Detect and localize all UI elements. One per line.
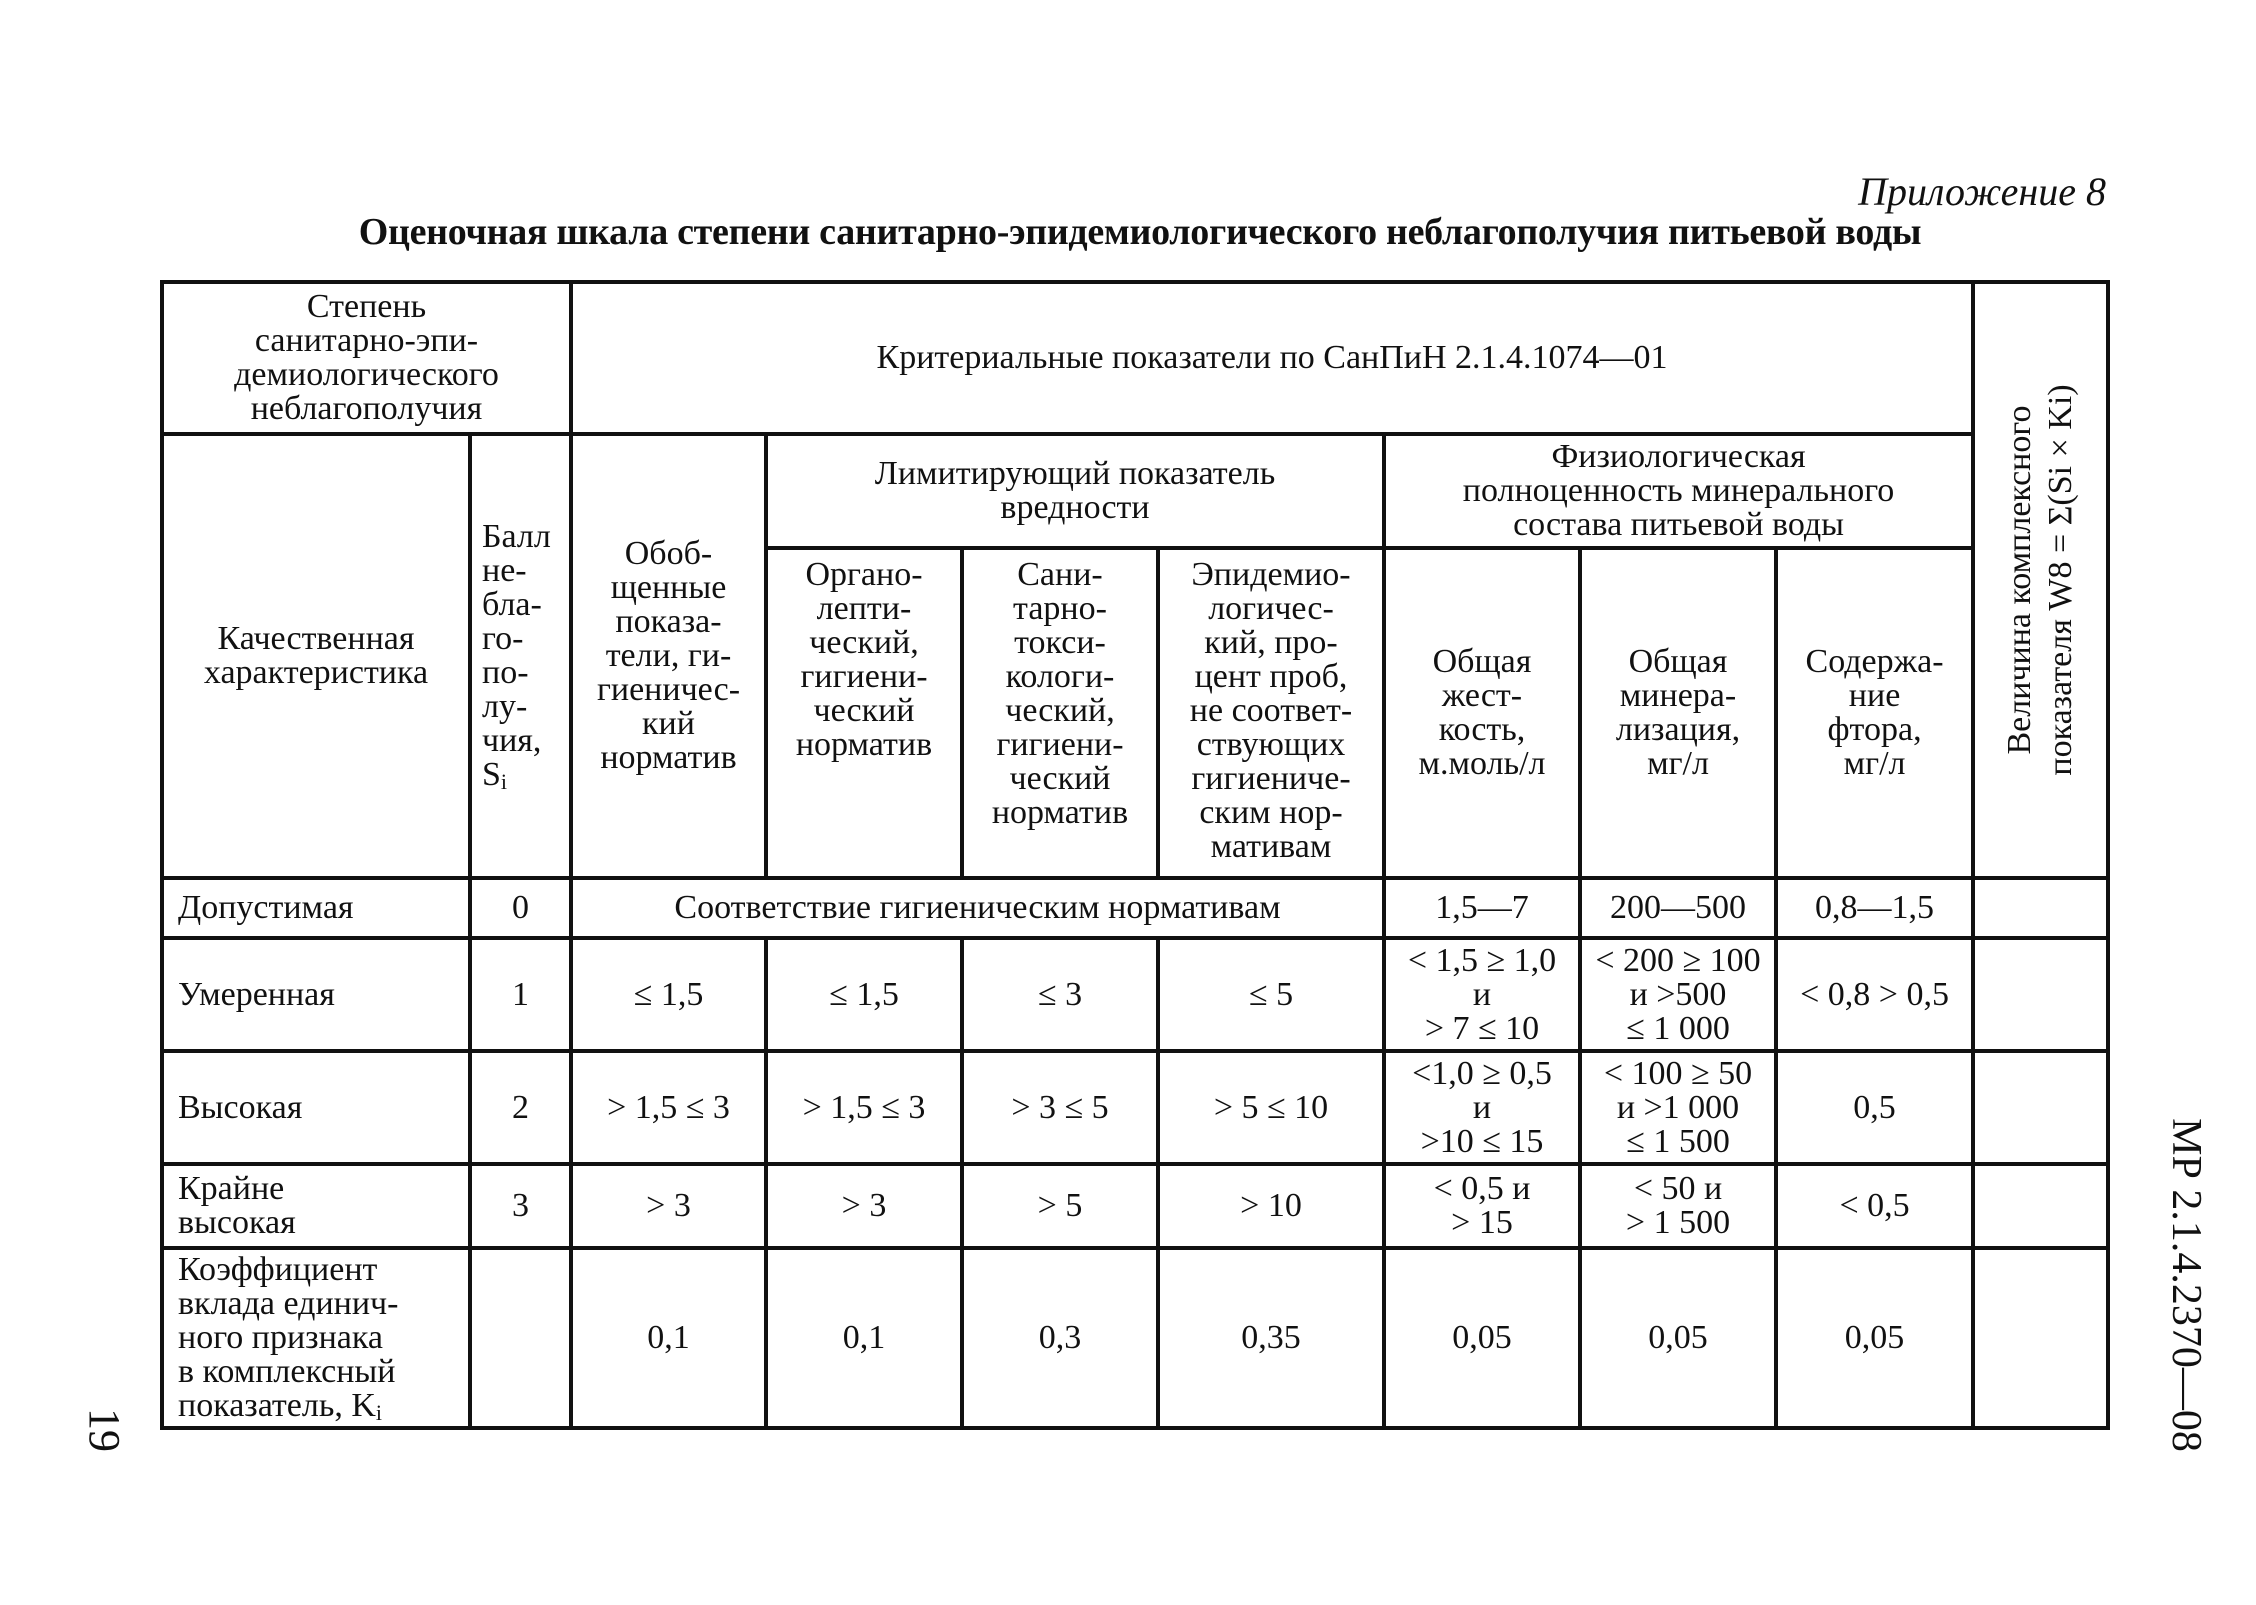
header-organoleptic: Органо- лепти- ческий, гигиени- ческий норматив [766, 548, 962, 878]
table-row [162, 1164, 2108, 1248]
row-quality: Допустимая [162, 878, 470, 938]
row-complex-empty [1973, 938, 2108, 1051]
row-generalized: > 3 [571, 1164, 766, 1248]
page-title: Оценочная шкала степени санитарно-эпидемиологического неблагополучия питьевой воды [358, 211, 1922, 253]
row-score: 1 [470, 938, 571, 1051]
row-fluorine: < 0,8 > 0,5 [1776, 938, 1973, 1051]
row-quality: Крайне высокая [162, 1164, 470, 1248]
row-toxicological: > 5 [962, 1164, 1158, 1248]
assessment-table [160, 280, 2110, 1430]
row-complex-empty [1973, 878, 2108, 938]
row-complex-empty [1973, 1051, 2108, 1164]
row-mineralization: < 100 ≥ 50 и >1 000 ≤ 1 500 [1580, 1051, 1776, 1164]
row-quality: Высокая [162, 1051, 470, 1164]
header-limiting: Лимитирующий показатель вредности [766, 434, 1384, 548]
row-organoleptic: 0,1 [766, 1248, 962, 1428]
row-complex-empty [1973, 1164, 2108, 1248]
row-epidemiological: > 10 [1158, 1164, 1384, 1248]
row-compliance: Соответствие гигиеническим нормативам [571, 878, 1384, 938]
row-generalized: ≤ 1,5 [571, 938, 766, 1051]
header-quality: Качественная характеристика [162, 434, 470, 878]
row-hardness: 1,5—7 [1384, 878, 1580, 938]
table-row [162, 938, 2108, 1051]
header-score: Балл не- бла- го- по- лу- чия, S [482, 517, 551, 793]
header-score-cell [470, 434, 571, 878]
row-mineralization: < 200 ≥ 100 и >500 ≤ 1 000 [1580, 938, 1776, 1051]
header-hardness: Общая жест- кость, м.моль/л [1384, 548, 1580, 878]
row-mineralization: < 50 и > 1 500 [1580, 1164, 1776, 1248]
header-mineralization: Общая минера- лизация, мг/л [1580, 548, 1776, 878]
row-epidemiological: 0,35 [1158, 1248, 1384, 1428]
header-toxicological: Сани- тарно- токси- кологи- ческий, гигиени- ческий норматив [962, 548, 1158, 878]
row-score: 3 [470, 1164, 571, 1248]
row-fluorine: 0,05 [1776, 1248, 1973, 1428]
page-number: 19 [80, 1408, 129, 1452]
row-coefficient-subscript: i [375, 1399, 383, 1425]
row-toxicological: 0,3 [962, 1248, 1158, 1428]
row-score-empty [470, 1248, 571, 1428]
header-generalized: Обоб- щенные показа- тели, ги- гиеничес- кий норматив [571, 434, 766, 878]
row-toxicological: > 3 ≤ 5 [962, 1051, 1158, 1164]
row-coefficient-label-cell [162, 1248, 470, 1428]
row-hardness: < 0,5 и > 15 [1384, 1164, 1580, 1248]
row-score: 2 [470, 1051, 571, 1164]
row-hardness: 0,05 [1384, 1248, 1580, 1428]
row-organoleptic: > 3 [766, 1164, 962, 1248]
row-fluorine: 0,5 [1776, 1051, 1973, 1164]
header-fluorine: Содержа- ние фтора, мг/л [1776, 548, 1973, 878]
header-degree: Степень санитарно-эпи- демиологического неблагополучия [162, 282, 571, 434]
row-hardness: < 1,5 ≥ 1,0 и > 7 ≤ 10 [1384, 938, 1580, 1051]
row-quality: Умеренная [162, 938, 470, 1051]
row-fluorine: < 0,5 [1776, 1164, 1973, 1248]
appendix-label: Приложение 8 [1858, 169, 2106, 214]
row-organoleptic: ≤ 1,5 [766, 938, 962, 1051]
header-complex-line1: Величина комплексного [2000, 405, 2038, 755]
row-score: 0 [470, 878, 571, 938]
header-physiological: Физиологическая полноценность минерального состава питьевой воды [1384, 434, 1973, 548]
row-hardness: <1,0 ≥ 0,5 и >10 ≤ 15 [1384, 1051, 1580, 1164]
header-criteria: Критериальные показатели по СанПиН 2.1.4.1074—01 [571, 282, 1973, 434]
row-complex-empty [1973, 1248, 2108, 1428]
header-complex-index [1973, 282, 2108, 878]
row-mineralization: 200—500 [1580, 878, 1776, 938]
document-code: МР 2.1.4.2370—08 [2163, 1118, 2209, 1452]
row-epidemiological: ≤ 5 [1158, 938, 1384, 1051]
row-epidemiological: > 5 ≤ 10 [1158, 1051, 1384, 1164]
header-score-subscript: i [500, 768, 508, 794]
table-row [162, 1051, 2108, 1164]
row-coefficient-label: Коэффициент вклада единич- ного признака в комплексный показатель, K [178, 1250, 399, 1424]
row-organoleptic: > 1,5 ≤ 3 [766, 1051, 962, 1164]
table-row-coefficient [162, 1248, 2108, 1428]
row-generalized: 0,1 [571, 1248, 766, 1428]
row-fluorine: 0,8—1,5 [1776, 878, 1973, 938]
table-row-acceptable [162, 878, 2108, 938]
header-epidemiological: Эпидемио- логичес- кий, про- цент проб, не соответ- ствующих гигиениче- ским нор- мативам [1158, 548, 1384, 878]
row-toxicological: ≤ 3 [962, 938, 1158, 1051]
row-mineralization: 0,05 [1580, 1248, 1776, 1428]
header-complex-line2: показателя W8 = Σ(Si × Ki) [2041, 384, 2079, 776]
row-generalized: > 1,5 ≤ 3 [571, 1051, 766, 1164]
